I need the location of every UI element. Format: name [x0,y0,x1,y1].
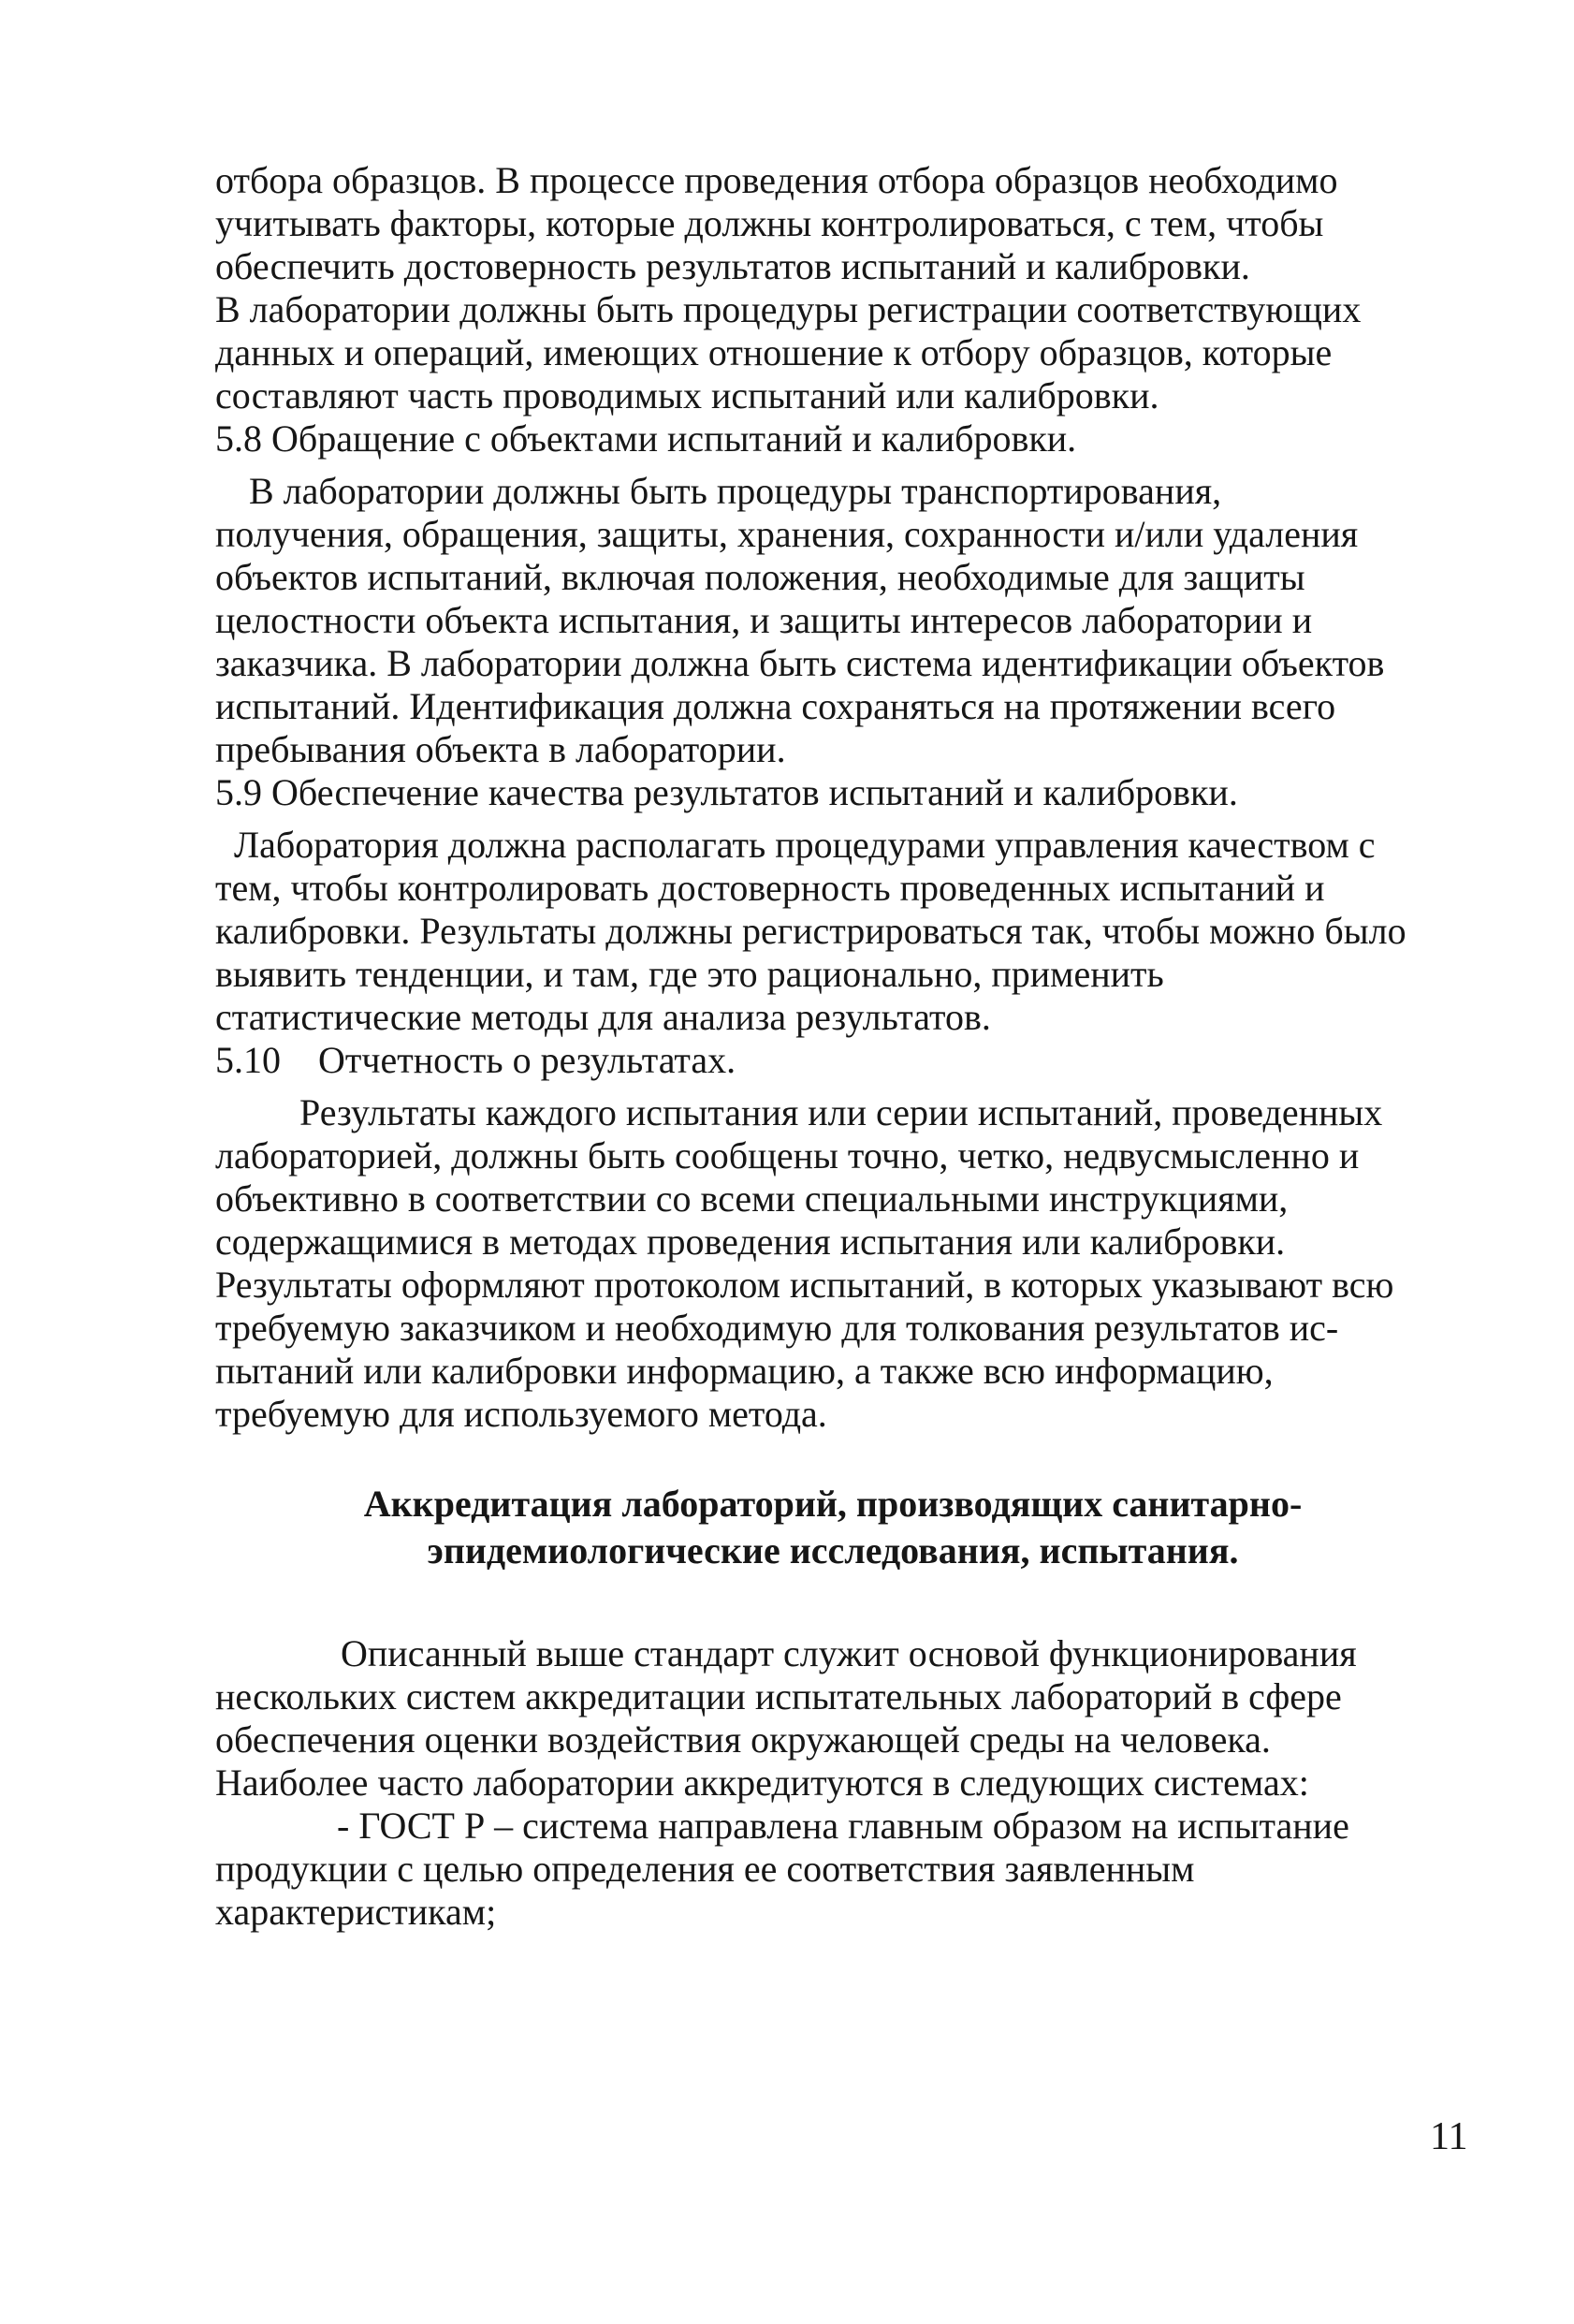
text-line: испытаний. Идентификация должна сохраняться на протяжении всего [215,685,1336,727]
list-item: - ГОСТ Р – система направлена главным образом на испытание [337,1805,1349,1847]
text-line: В лаборатории должны быть процедуры регистрации соответствующих [215,288,1362,330]
bold-heading [215,1481,1450,1574]
text-line: Наиболее часто лаборатории аккредитуются в следующих системах: [215,1761,1309,1804]
heading-line: эпидемиологические исследования, испытания. [427,1529,1239,1571]
text-line: выявить тенденции, и там, где это рационально, применить [215,953,1164,995]
section-5-8 [215,417,1450,771]
text-line: требуемую для используемого метода. [215,1393,827,1435]
section-5-9 [215,771,1450,1039]
text-line: получения, обращения, защиты, хранения, сохранности и/или удаления [215,513,1359,555]
section-heading [215,1039,1450,1082]
section-title: Отчетность о результатах. [318,1039,736,1081]
text-line: лабораторией, должны быть сообщены точно, четко, недвусмысленно и [215,1134,1360,1177]
intro-paragraph [215,159,1450,417]
text-line: требуемую заказчиком и необходимую для толкования результатов ис- [215,1307,1339,1349]
text-line: нескольких систем аккредитации испытательных лабораторий в сфере [215,1675,1342,1717]
text-line: пребывания объекта в лаборатории. [215,728,786,770]
text-line: объективно в соответствии со всеми специальными инструкциями, [215,1177,1289,1220]
text-line: продукции с целью определения ее соответствия заявленным [215,1848,1195,1890]
text-line: составляют часть проводимых испытаний или калибровки. [215,374,1159,417]
text-line: Лаборатория должна располагать процедурами управления качеством с [234,824,1376,866]
page-number: 11 [1430,2115,1468,2158]
text-line: пытаний или калибровки информацию, а также всю информацию, [215,1350,1274,1392]
text-line: объектов испытаний, включая положения, необходимые для защиты [215,556,1305,598]
text-line: калибровки. Результаты должны регистрироваться так, чтобы можно было [215,910,1406,952]
text-line: целостности объекта испытания, и защиты интересов лаборатории и [215,599,1313,641]
heading-line: Аккредитация лабораторий, производящих санитарно- [363,1483,1303,1525]
text-line: обеспечить достоверность результатов испытаний и калибровки. [215,245,1250,287]
text-line: обеспечения оценки воздействия окружающей среды на человека. [215,1718,1271,1761]
text-line: Результаты каждого испытания или серии испытаний, проведенных [299,1091,1383,1133]
closing-paragraph [215,1632,1450,1934]
section-number: 5.10 [215,1039,281,1081]
text-line: тем, чтобы контролировать достоверность проведенных испытаний и [215,867,1325,909]
section-heading: 5.9 Обеспечение качества результатов испытаний и калибровки. [215,771,1238,813]
text-line: содержащимися в методах проведения испытания или калибровки. [215,1220,1286,1263]
section-5-10 [215,1039,1450,1436]
text-line: В лаборатории должны быть процедуры транспортирования, [249,470,1222,512]
text-line: учитывать факторы, которые должны контролироваться, с тем, чтобы [215,202,1324,244]
text-line: Результаты оформляют протоколом испытаний, в которых указывают всю [215,1264,1394,1306]
text-line: характеристикам; [215,1891,497,1933]
text-line: Описанный выше стандарт служит основой функционирования [341,1632,1357,1674]
section-heading: 5.8 Обращение с объектами испытаний и калибровки. [215,417,1077,460]
text-line: данных и операций, имеющих отношение к отбору образцов, которые [215,331,1333,373]
text-line: заказчика. В лаборатории должна быть система идентификации объектов [215,642,1385,684]
text-line: статистические методы для анализа результатов. [215,996,991,1038]
page-body [215,159,1450,1934]
text-line: отбора образцов. В процессе проведения отбора образцов необходимо [215,159,1338,201]
